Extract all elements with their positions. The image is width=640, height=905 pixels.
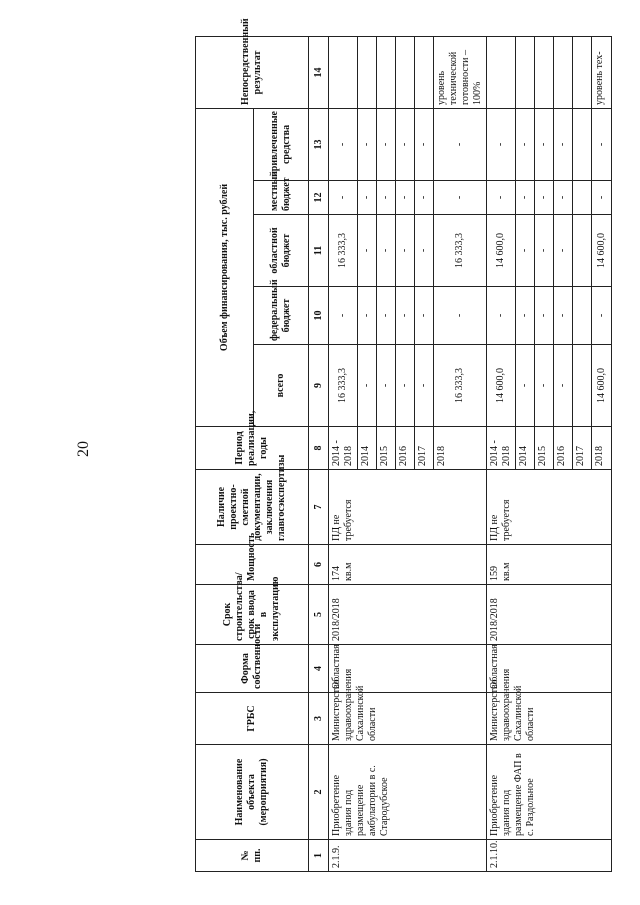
federal-cell: - [377,287,396,345]
header-local: местный бюджет [254,181,309,215]
federal-cell: - [516,287,535,345]
local-cell: - [434,181,487,215]
attracted-cell: - [516,108,535,180]
attracted-cell: - [554,108,573,180]
table-row [329,36,358,871]
attracted-cell: - [535,108,554,180]
item-grbs: Министерство здравоохранения Сахалинской области [487,693,612,745]
item-grbs: Министерство здравоохранения Сахалинской области [329,693,487,745]
item-form: Областная [329,645,487,693]
result-cell [396,36,415,108]
header-num: № пп. [196,840,309,872]
period-cell: 2014 - 2018 [487,427,516,470]
header-total: всего [254,345,309,427]
result-cell [573,36,592,108]
local-cell: - [516,181,535,215]
col-number: 13 [309,108,329,180]
header-regional: областной бюджет [254,215,309,287]
item-capacity: 174 кв.м [329,545,487,585]
column-number-row [309,36,329,871]
col-number: 9 [309,345,329,427]
regional-cell: 16 333,3 [329,215,358,287]
col-number: 1 [309,840,329,872]
period-cell: 2014 [358,427,377,470]
period-cell: 2014 [516,427,535,470]
local-cell: - [358,181,377,215]
result-cell [329,36,358,108]
local-cell: - [554,181,573,215]
item-form: Областная [487,645,612,693]
local-cell: - [487,181,516,215]
item-capacity: 159 кв.м [487,545,612,585]
federal-cell: - [554,287,573,345]
federal-cell: - [396,287,415,345]
col-number: 7 [309,470,329,545]
federal-cell: - [415,287,434,345]
local-cell: - [415,181,434,215]
local-cell: - [377,181,396,215]
table-row [487,36,516,871]
page-number: 20 [75,441,92,457]
header-psd: Наличие проектно-сметной документации, заключения главгосэкспертизы [196,470,309,545]
col-number: 5 [309,585,329,645]
regional-cell: 14 600,0 [487,215,516,287]
total-cell: - [358,345,377,427]
financing-table [195,18,612,872]
federal-cell: - [329,287,358,345]
item-term: 2018/2018 [329,585,487,645]
period-cell: 2018 [434,427,487,470]
attracted-cell: - [434,108,487,180]
col-number: 4 [309,645,329,693]
item-number: 2.1.10. [487,840,612,872]
period-cell: 2015 [535,427,554,470]
period-cell: 2017 [415,427,434,470]
item-psd: ПД не требуется [329,470,487,545]
regional-cell: 16 333,3 [434,215,487,287]
item-name: Приобретение здания под размещение ФАП в с. Раздольное [487,745,612,840]
table-viewport [195,18,607,872]
header-name: Наименование объекта (мероприятия) [196,745,309,840]
header-form: Форма собственности [196,645,309,693]
attracted-cell: - [396,108,415,180]
total-cell: - [516,345,535,427]
result-cell [487,36,516,108]
total-cell: - [377,345,396,427]
federal-cell: - [592,287,612,345]
header-row-1 [196,36,254,871]
result-cell [415,36,434,108]
result-cell [535,36,554,108]
federal-cell [573,287,592,345]
total-cell: - [396,345,415,427]
result-cell: уровень тех- [592,36,612,108]
period-cell: 2017 [573,427,592,470]
header-attracted: привлеченные средства [254,108,309,180]
total-cell: 16 333,3 [434,345,487,427]
attracted-cell: - [415,108,434,180]
federal-cell: - [535,287,554,345]
attracted-cell: - [329,108,358,180]
total-cell: - [415,345,434,427]
col-number: 6 [309,545,329,585]
col-number: 8 [309,427,329,470]
header-financing-group: Объем финансирования, тыс. рублей [196,108,254,426]
total-cell: 14 600,0 [487,345,516,427]
total-cell: 16 333,3 [329,345,358,427]
header-capacity: Мощность [196,545,309,585]
header-term: Срок строительства/срок ввода в эксплуатацию [196,585,309,645]
rotated-table-container [195,18,607,872]
federal-cell: - [358,287,377,345]
period-cell: 2018 [592,427,612,470]
item-psd: ПД не требуется [487,470,612,545]
col-number: 12 [309,181,329,215]
col-number: 11 [309,215,329,287]
attracted-cell: - [487,108,516,180]
col-number: 2 [309,745,329,840]
total-cell: - [554,345,573,427]
regional-cell: 14 600,0 [592,215,612,287]
col-number: 3 [309,693,329,745]
result-cell [377,36,396,108]
regional-cell: - [535,215,554,287]
period-cell: 2016 [554,427,573,470]
regional-cell [573,215,592,287]
regional-cell: - [554,215,573,287]
total-cell [573,345,592,427]
item-name: Приобретение здания под размещение амбулатории в с. Стародубское [329,745,487,840]
regional-cell: - [358,215,377,287]
regional-cell: - [415,215,434,287]
result-cell [358,36,377,108]
attracted-cell: - [592,108,612,180]
attracted-cell: - [358,108,377,180]
header-result: Непосредственный результат [196,36,309,108]
header-period: Период реализации, годы [196,427,309,470]
header-federal: федеральный бюджет [254,287,309,345]
attracted-cell [573,108,592,180]
local-cell: - [535,181,554,215]
result-cell [554,36,573,108]
local-cell: - [396,181,415,215]
item-term: 2018/2018 [487,585,612,645]
regional-cell: - [396,215,415,287]
period-cell: 2015 [377,427,396,470]
federal-cell: - [487,287,516,345]
col-number: 14 [309,36,329,108]
federal-cell: - [434,287,487,345]
period-cell: 2016 [396,427,415,470]
item-number: 2.1.9. [329,840,487,872]
result-cell [516,36,535,108]
local-cell: - [329,181,358,215]
total-cell: - [535,345,554,427]
col-number: 10 [309,287,329,345]
local-cell [573,181,592,215]
local-cell: - [592,181,612,215]
period-cell: 2014 - 2018 [329,427,358,470]
regional-cell: - [377,215,396,287]
header-grbs: ГРБС [196,693,309,745]
result-cell: уровень технической готовности – 100% [434,36,487,108]
attracted-cell: - [377,108,396,180]
total-cell: 14 600,0 [592,345,612,427]
regional-cell: - [516,215,535,287]
